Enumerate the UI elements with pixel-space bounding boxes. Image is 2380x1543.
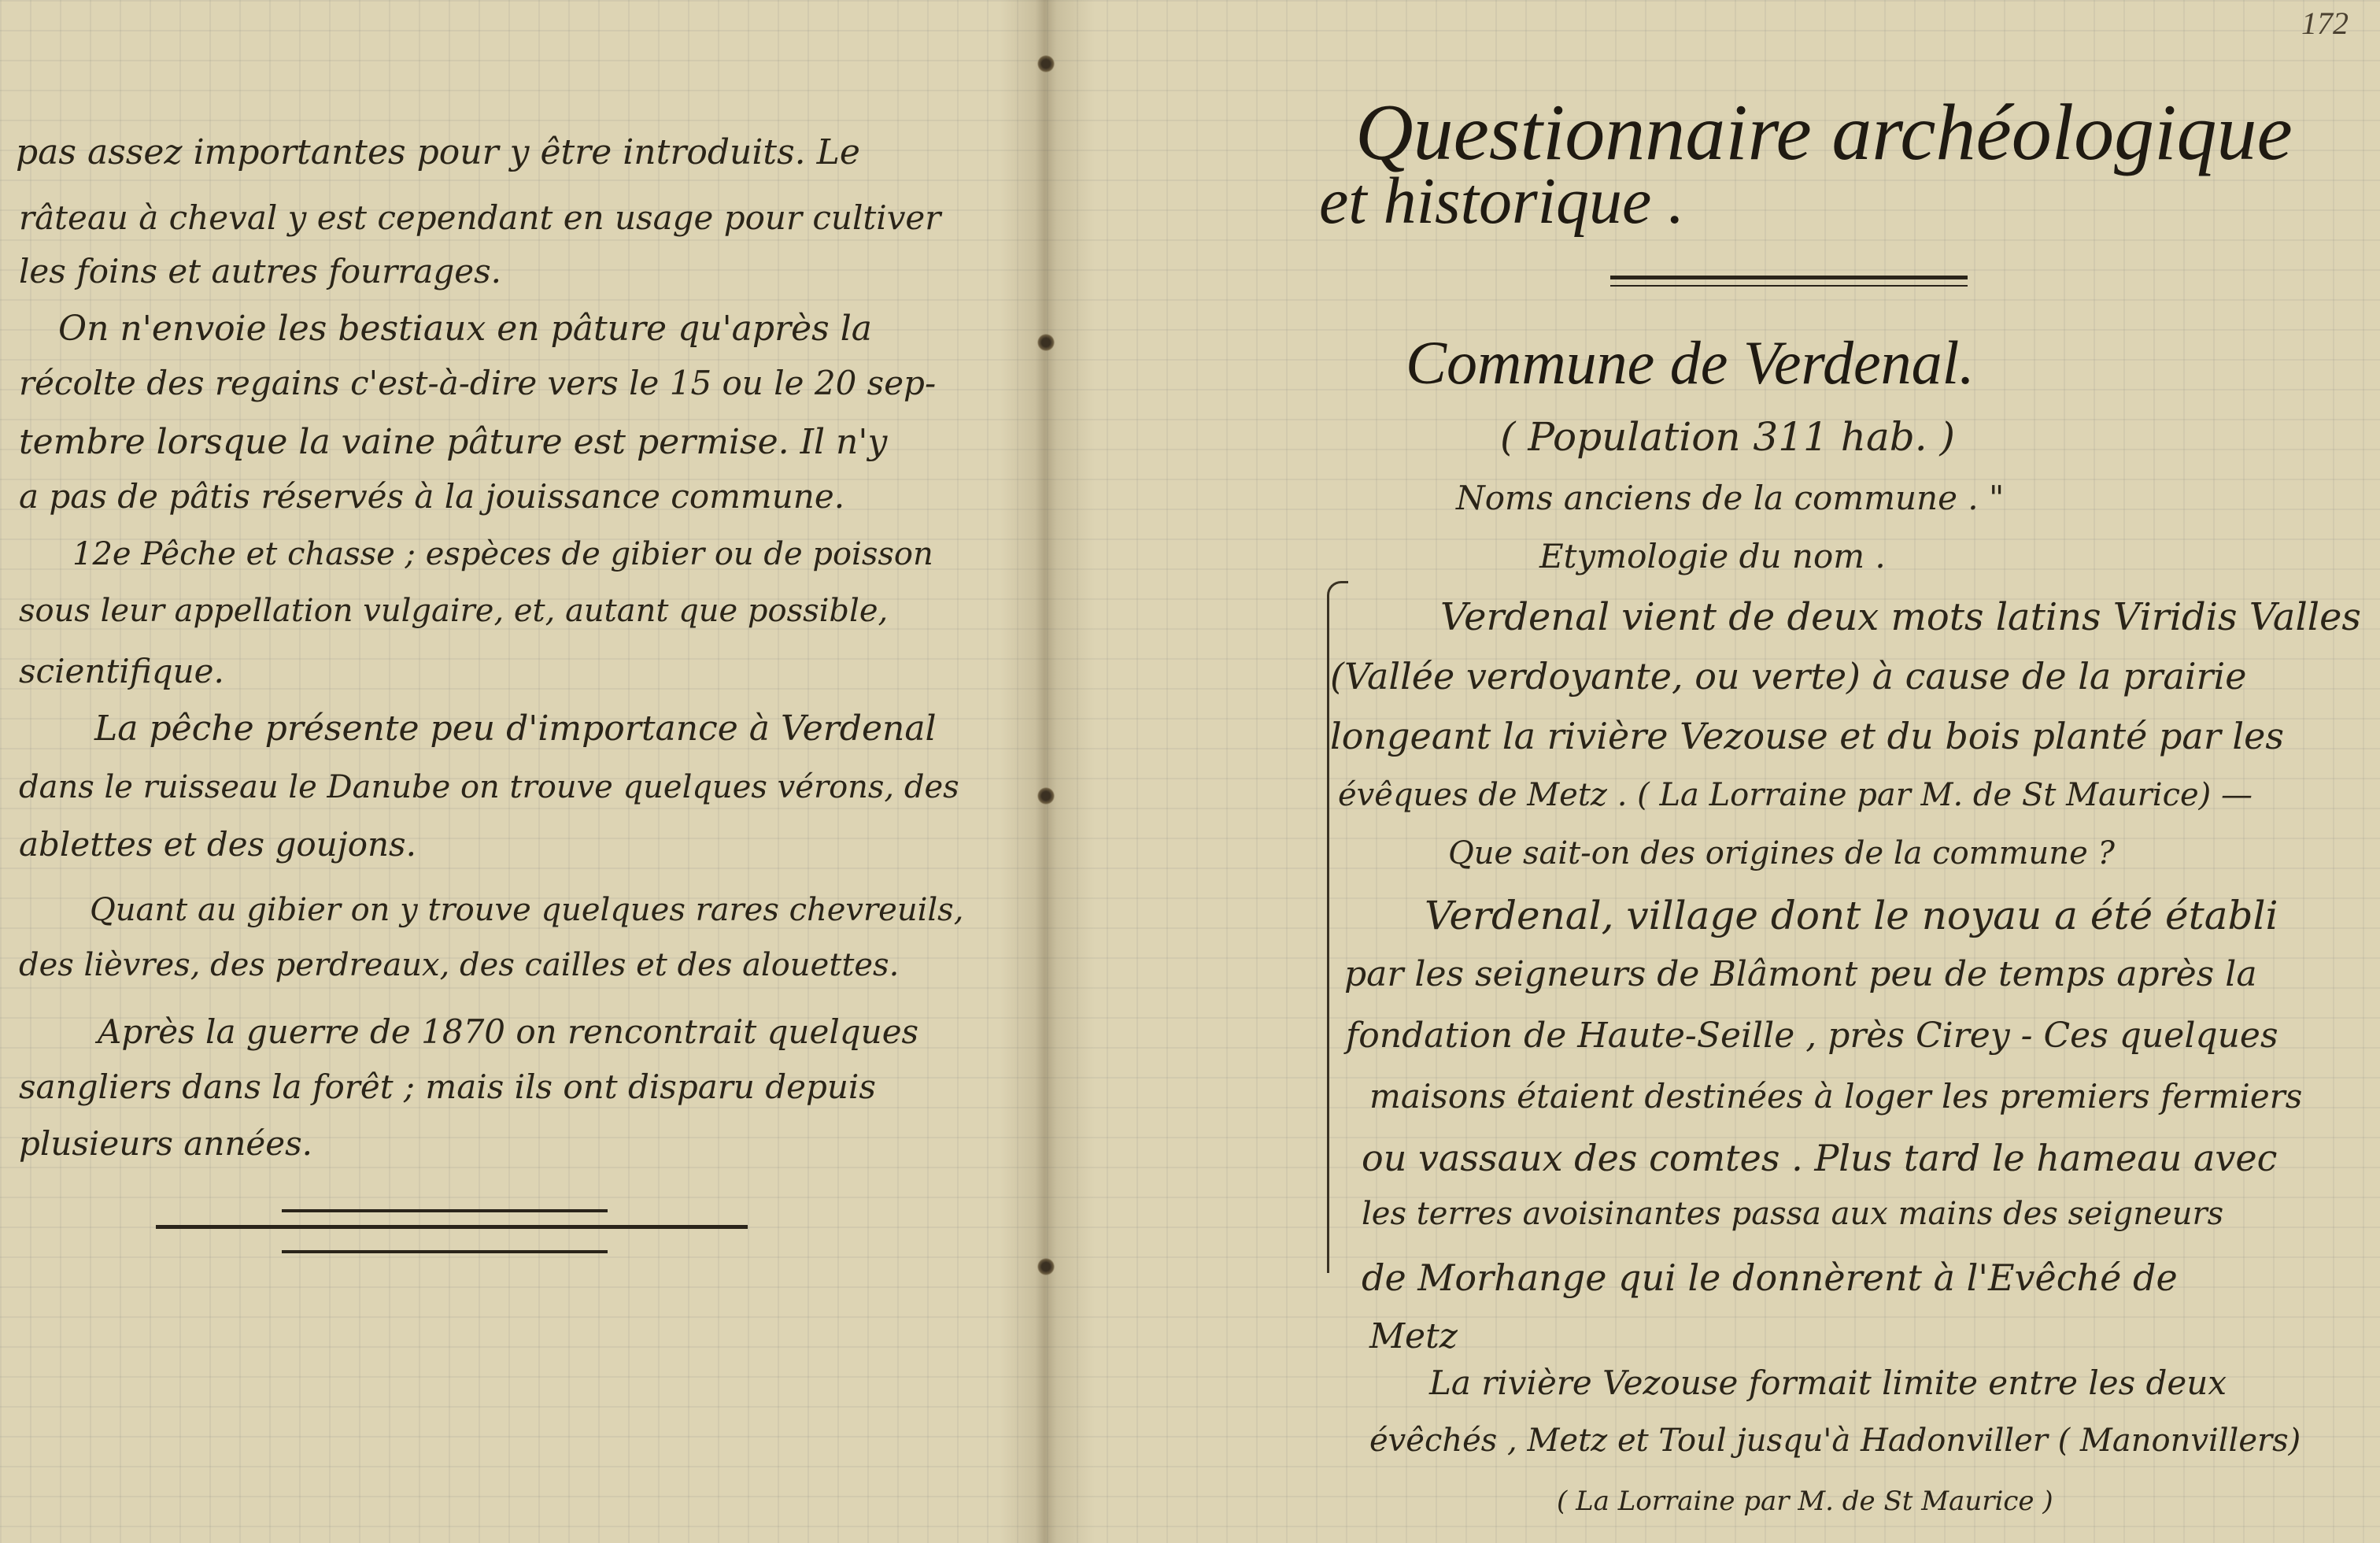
right-line: par les seigneurs de Blâmont peu de temps après la [1344,954,2257,994]
binding-hole [1037,334,1055,351]
folio-number: 172 [2301,6,2349,41]
right-line: Verdenal, village dont le noyau a été établi [1425,893,2278,938]
left-line: ablettes et des goujons. [19,825,416,864]
binding-hole [1037,55,1055,72]
right-line: ( La Lorraine par M. de St Maurice ) [1557,1486,2053,1517]
left-line: Quant au gibier on y trouve quelques rares chevreuils, [90,892,964,928]
right-line: La rivière Vezouse formait limite entre les deux [1429,1364,2227,1402]
left-line: dans le ruisseau le Danube on trouve quelques vérons, des [19,769,959,805]
right-line: Etymologie du nom . [1539,537,1886,575]
right-line: évêchés , Metz et Toul jusqu'à Hadonviller ( Manonvillers) [1369,1423,2301,1459]
left-line: 12e Pêche et chasse ; espèces de gibier ou de poisson [72,536,933,572]
left-line: râteau à cheval y est cependant en usage pour cultiver [19,198,941,237]
right-line: Metz [1369,1316,1458,1356]
end-rule [282,1250,608,1253]
right-line: (Vallée verdoyante, ou verte) à cause de la prairie [1330,655,2247,697]
end-rule [282,1209,608,1212]
right-line: évêques de Metz . ( La Lorraine par M. de St Maurice) — [1338,777,2252,813]
right-line: Que sait-on des origines de la commune ? [1448,835,2115,871]
questionnaire-title: Questionnaire archéologique [1355,88,2293,177]
right-line: de Morhange qui le donnèrent à l'Evêché de [1362,1256,2178,1299]
left-line: plusieurs années. [19,1124,312,1163]
commune-heading: Commune de Verdenal. [1406,328,1975,397]
left-line: tembre lorsque la vaine pâture est permise. Il n'y [19,422,888,462]
right-line: longeant la rivière Vezouse et du bois planté par les [1330,715,2284,757]
margin-bracket [1327,581,1348,1273]
left-line: La pêche présente peu d'importance à Verdenal [94,709,937,749]
left-line: Après la guerre de 1870 on rencontrait quelques [98,1012,919,1051]
left-line: récolte des regains c'est-à-dire vers le 15 ou le 20 sep- [19,364,937,402]
right-line: fondation de Haute-Seille , près Cirey - Ces quelques [1346,1016,2278,1056]
left-line: a pas de pâtis réservés à la jouissance commune. [19,477,845,516]
population-line: ( Population 311 hab. ) [1500,414,1956,460]
right-line: maisons étaient destinées à loger les premiers fermiers [1369,1077,2303,1116]
left-line: sangliers dans la forêt ; mais ils ont disparu depuis [19,1068,876,1106]
binding-hole [1037,787,1055,805]
binding-hole [1037,1258,1055,1275]
left-line: On n'envoie les bestiaux en pâture qu'après la [58,309,873,349]
right-line: ou vassaux des comtes . Plus tard le hameau avec [1362,1137,2278,1179]
questionnaire-title-line2: et historique . [1319,165,1685,238]
left-line: scientifique. [19,652,224,690]
right-line: les terres avoisinantes passa aux mains des seigneurs [1362,1196,2224,1232]
left-page [0,0,1039,1543]
left-line: des lièvres, des perdreaux, des cailles et des alouettes. [19,947,900,983]
left-line: sous leur appellation vulgaire, et, autant que possible, [19,593,889,629]
end-rule [156,1225,748,1229]
title-underline [1610,285,1968,287]
right-line: Verdenal vient de deux mots latins Viridis Valles [1440,595,2361,639]
left-line: les foins et autres fourrages. [19,252,502,290]
right-line: Noms anciens de la commune . " [1456,479,2005,517]
left-line: pas assez importantes pour y être introduits. Le [16,132,860,172]
title-underline [1610,276,1968,279]
